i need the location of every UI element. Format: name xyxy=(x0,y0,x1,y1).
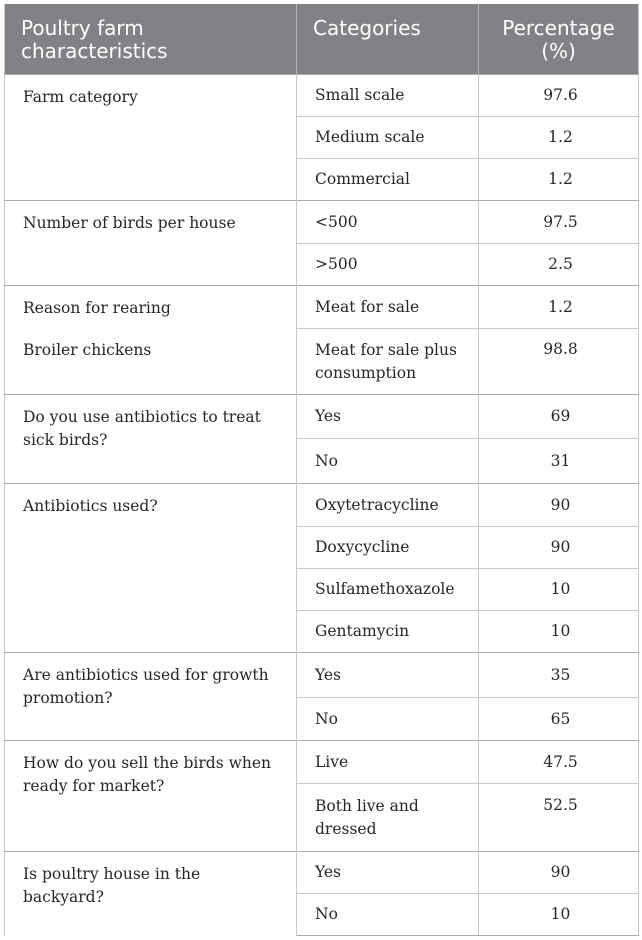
header-characteristic: Poultry farm characteristics xyxy=(5,4,297,75)
header-percentage: Percentage (%) xyxy=(479,4,639,75)
percentage-cell: 98.8 xyxy=(479,329,639,395)
category-cell: Commercial xyxy=(297,159,479,201)
category-cell: Live xyxy=(297,741,479,784)
row-label: Do you use antibiotics to treat sick birds? xyxy=(5,395,297,484)
category-cell: Both live and dressed xyxy=(297,784,479,852)
percentage-cell: 35 xyxy=(479,653,639,698)
category-cell: Sulfamethoxazole xyxy=(297,569,479,611)
category-cell: Meat for sale plus consumption xyxy=(297,329,479,395)
category-cell: Medium scale xyxy=(297,117,479,159)
percentage-cell: 10 xyxy=(479,611,639,653)
category-cell: No xyxy=(297,439,479,484)
percentage-cell: 97.5 xyxy=(479,201,639,244)
poultry-farm-table xyxy=(4,4,639,936)
percentage-cell: 90 xyxy=(479,852,639,894)
table-row xyxy=(5,852,639,894)
table-row xyxy=(5,201,639,244)
header-category: Categories xyxy=(297,4,479,75)
row-label: Number of birds per house xyxy=(5,201,297,286)
category-cell: Yes xyxy=(297,653,479,698)
category-cell: <500 xyxy=(297,201,479,244)
percentage-cell: 2.5 xyxy=(479,244,639,286)
category-cell: Doxycycline xyxy=(297,527,479,569)
percentage-cell: 47.5 xyxy=(479,741,639,784)
category-cell: Gentamycin xyxy=(297,611,479,653)
percentage-cell: 1.2 xyxy=(479,159,639,201)
table-row xyxy=(5,395,639,439)
table-row xyxy=(5,741,639,784)
category-cell: Small scale xyxy=(297,75,479,117)
category-cell: Oxytetracycline xyxy=(297,484,479,527)
percentage-cell: 1.2 xyxy=(479,117,639,159)
percentage-cell: 1.2 xyxy=(479,286,639,329)
category-cell: No xyxy=(297,894,479,936)
row-label: Antibiotics used? xyxy=(5,484,297,653)
category-cell: No xyxy=(297,698,479,741)
percentage-cell: 31 xyxy=(479,439,639,484)
percentage-cell: 65 xyxy=(479,698,639,741)
percentage-cell: 97.6 xyxy=(479,75,639,117)
table-row xyxy=(5,484,639,527)
row-label: Reason for rearing Broiler chickens xyxy=(5,286,297,395)
row-label: Is poultry house in the backyard? xyxy=(5,852,297,936)
percentage-cell: 10 xyxy=(479,569,639,611)
row-label: How do you sell the birds when ready for market? xyxy=(5,741,297,852)
percentage-cell: 90 xyxy=(479,484,639,527)
percentage-cell: 90 xyxy=(479,527,639,569)
percentage-cell: 69 xyxy=(479,395,639,439)
category-cell: Yes xyxy=(297,395,479,439)
category-cell: >500 xyxy=(297,244,479,286)
table-row xyxy=(5,653,639,698)
table-body xyxy=(5,75,639,936)
category-cell: Meat for sale xyxy=(297,286,479,329)
percentage-cell: 52.5 xyxy=(479,784,639,852)
table-row xyxy=(5,75,639,117)
table-row xyxy=(5,286,639,329)
category-cell: Yes xyxy=(297,852,479,894)
table-header xyxy=(5,4,639,75)
percentage-cell: 10 xyxy=(479,894,639,936)
row-label: Are antibiotics used for growth promotion? xyxy=(5,653,297,741)
row-label: Farm category xyxy=(5,75,297,201)
row-label-sub: Broiler chickens xyxy=(23,341,152,359)
